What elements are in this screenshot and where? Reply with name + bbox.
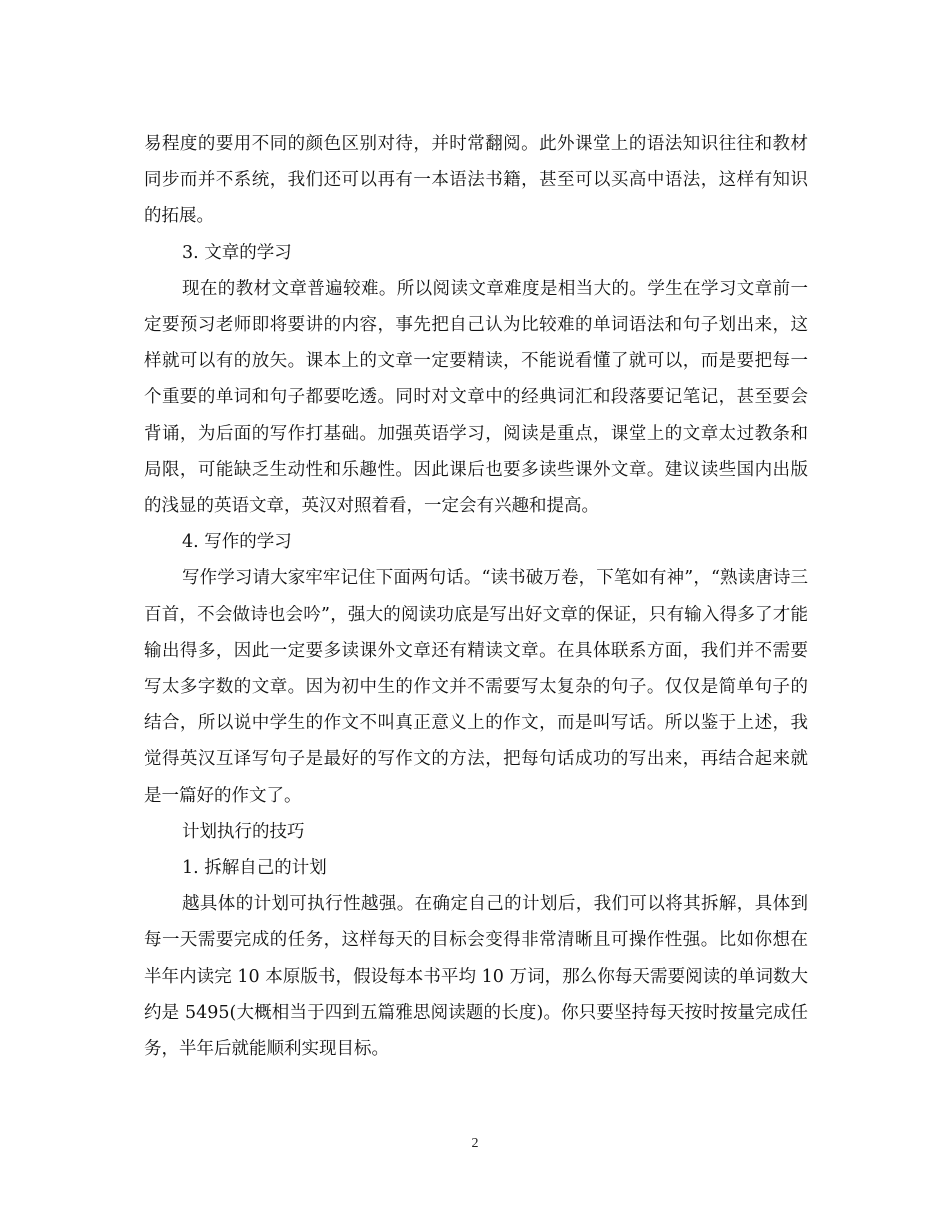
paragraph-break-down-plan: 越具体的计划可执行性越强。在确定自己的计划后，我们可以将其拆解，具体到每一天需要完成的任务，这样每天的目标会变得非常清晰且可操作性强。比如你想在半年内读完 10 本原版书，假设每本书平均 10 万词，那么你每天需要阅读的单词数大约是 5495(大概相当于四到五篇雅思阅读题的长度)。你只要坚持每天按时按量完成任务，半年后就能顺利实现目标。 — [144, 894, 808, 1060]
page-number: 2 — [471, 1136, 479, 1151]
document-body — [144, 126, 808, 1067]
section-heading-writing-study: 4. 写作的学习 — [182, 532, 292, 553]
paragraph-continuation: 易程度的要用不同的颜色区别对待，并时常翻阅。此外课堂上的语法知识往往和教材同步而并不系统，我们还可以再有一本语法书籍，甚至可以买高中语法，这样有知识的拓展。 — [144, 134, 808, 227]
paragraph-article-study: 现在的教材文章普遍较难。所以阅读文章难度是相当大的。学生在学习文章前一定要预习老师即将要讲的内容，事先把自己认为比较难的单词语法和句子划出来，这样就可以有的放矢。课本上的文章一定要精读，不能说看懂了就可以，而是要把每一个重要的单词和句子都要吃透。同时对文章中的经典词汇和段落要记笔记，甚至要会背诵，为后面的写作打基础。加强英语学习，阅读是重点，课堂上的文章太过教条和局限，可能缺乏生动性和乐趣性。因此课后也要多读些课外文章。建议读些国内出版的浅显的英语文章，英汉对照着看，一定会有兴趣和提高。 — [144, 278, 808, 517]
section-heading-plan-tips: 计划执行的技巧 — [182, 821, 305, 842]
section-heading-break-down-plan: 1. 拆解自己的计划 — [182, 858, 327, 879]
paragraph-writing-study: 写作学习请大家牢牢记住下面两句话。“读书破万卷，下笔如有神”，“熟读唐诗三百首，不会做诗也会吟”，强大的阅读功底是写出好文章的保证，只有输入得多了才能输出得多，因此一定要多读课外文章还有精读文章。在具体联系方面，我们并不需要写太多字数的文章。因为初中生的作文并不需要写太复杂的句子。仅仅是简单句子的结合，所以说中学生的作文不叫真正意义上的作文，而是叫写话。所以鉴于上述，我觉得英汉互译写句子是最好的写作文的方法，把每句话成功的写出来，再结合起来就是一篇好的作文了。 — [144, 568, 808, 806]
section-heading-article-study: 3. 文章的学习 — [182, 242, 292, 263]
